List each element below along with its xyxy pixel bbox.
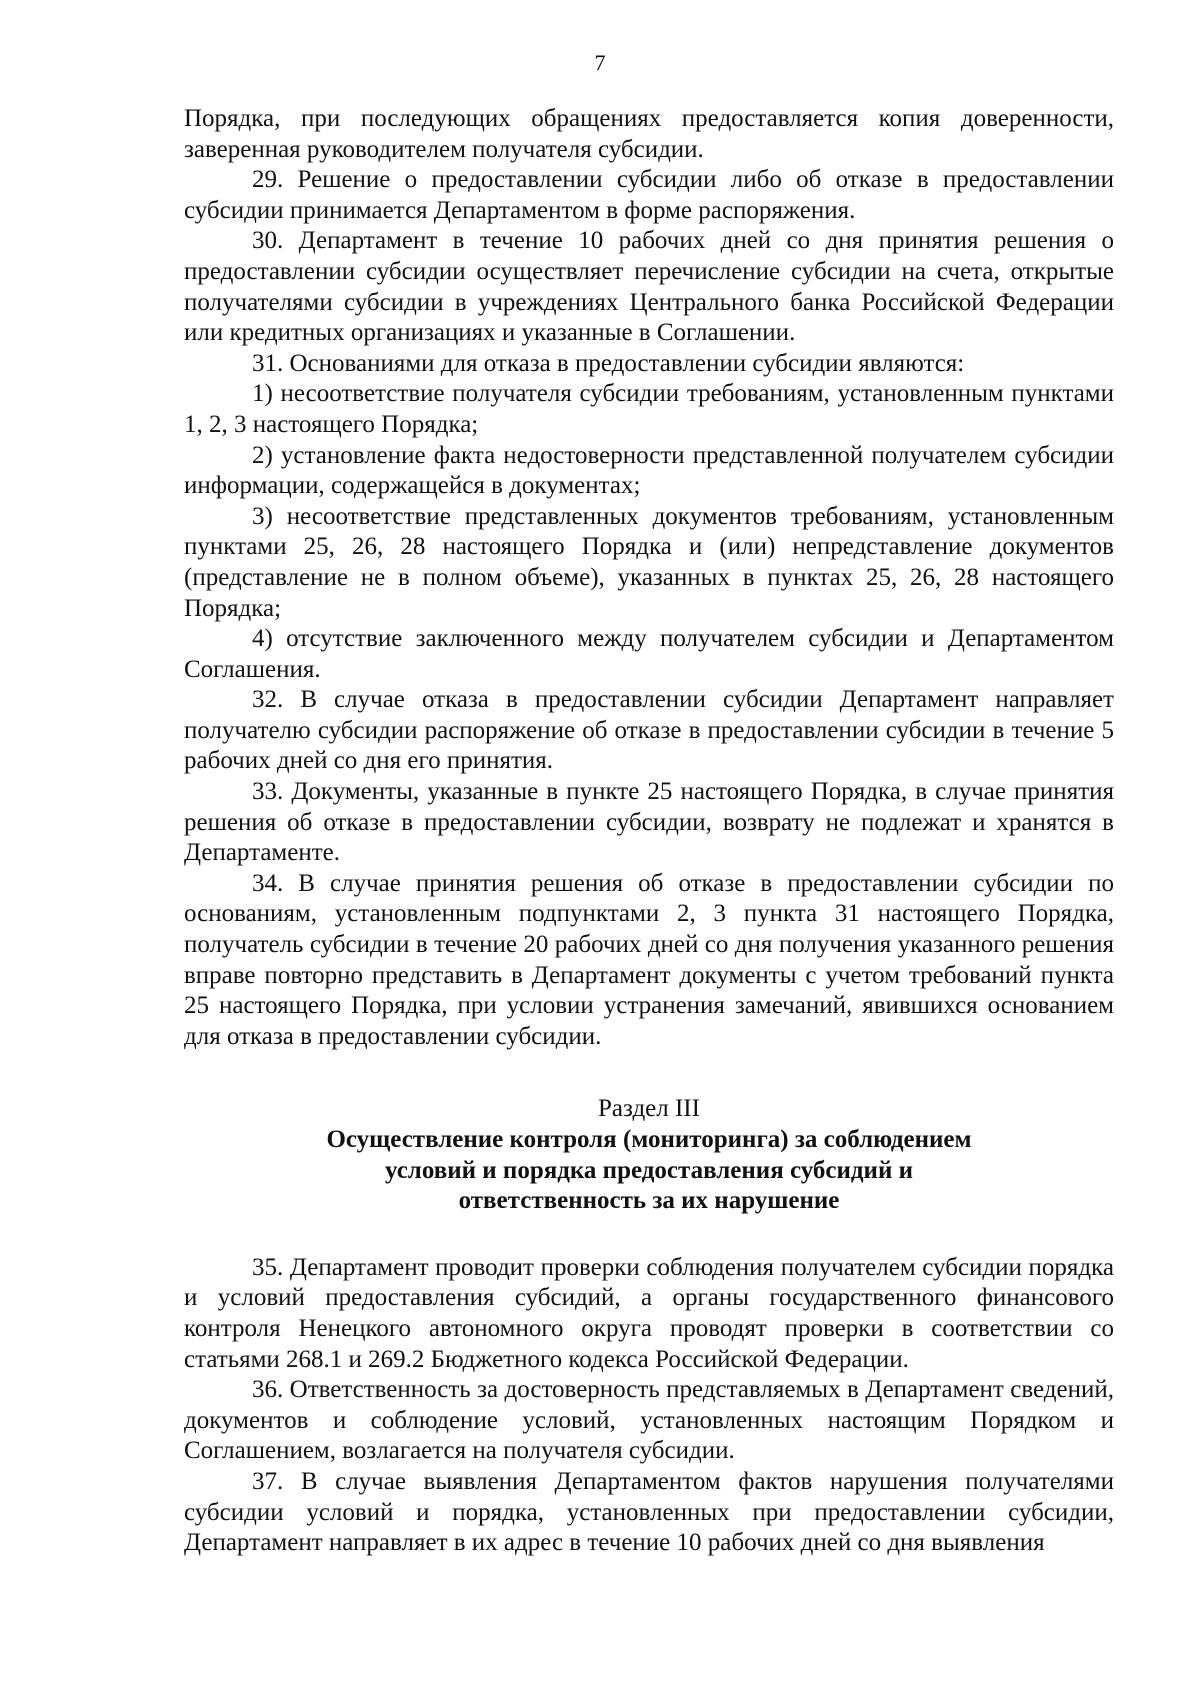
section-label: Раздел III [598, 1095, 700, 1123]
page-number: 7 [594, 50, 606, 75]
paragraph-item-31: 31. Основаниями для отказа в предоставлении субсидии являются: [252, 349, 965, 377]
paragraph-item-32: 32. В случае отказа в предоставлении субсидии Департамент направляет получателю субсидии распоряжение об отказе в предоставлении субсидии в течение 5 рабочих дней со дня его принятия. [184, 686, 1114, 775]
subitem-31-3: 3) несоответствие представленных документов требованиям, установленным пунктами 25, 26, 28 настоящего Порядка и (или) непредставление документов (представление не в полном объеме), указанных в пунктах 25, 26, 28 настоящего Порядка; [184, 502, 1114, 622]
subitem-31-1: 1) несоответствие получателя субсидии требованиям, установленным пунктами 1, 2, 3 настоящего Порядка; [184, 380, 1114, 438]
subitem-31-2: 2) установление факта недостоверности представленной получателем субсидии информации, содержащейся в документах; [184, 441, 1114, 500]
paragraph-item-36: 36. Ответственность за достоверность представляемых в Департамент сведений, документов и соблюдение условий, установленных настоящим Порядком и Соглашением, возлагается на получателя субсидии. [184, 1376, 1114, 1465]
paragraphs-bottom [184, 1253, 1114, 1559]
paragraph-item-35: 35. Департамент проводит проверки соблюдения получателем субсидии порядка и условий предоставления субсидий, а органы государственного финансового контроля Ненецкого автономного округа проводят проверки в соответствии со статьями 268.1 и 269.2 Бюджетного кодекса Российской Федерации. [184, 1253, 1114, 1373]
paragraphs-top [184, 104, 1114, 1052]
paragraph-item-33: 33. Документы, указанные в пункте 25 настоящего Порядка, в случае принятия решения об отказе в предоставлении субсидии, возврату не подлежат и хранятся в Департаменте. [184, 778, 1114, 867]
section-heading [184, 1094, 1114, 1216]
document-body [184, 104, 1114, 1559]
paragraph: Порядка, при последующих обращениях предоставляется копия доверенности, заверенная руководителем получателя субсидии. [184, 105, 1114, 163]
section-title: Осуществление контроля (мониторинга) за соблюдением условий и порядка предоставления субсидий и ответственность за их нарушение [326, 1126, 972, 1215]
paragraph-item-29: 29. Решение о предоставлении субсидии либо об отказе в предоставлении субсидии принимается Департаментом в форме распоряжения. [184, 166, 1114, 224]
subitem-31-4: 4) отсутствие заключенного между получателем субсидии и Департаментом Соглашения. [184, 625, 1114, 683]
paragraph-item-37: 37. В случае выявления Департаментом фактов нарушения получателями субсидии условий и порядка, установленных при предоставлении субсидии, Департамент направляет в их адрес в течение 10 рабочих дней со дня выявления [184, 1467, 1114, 1557]
paragraph-item-30: 30. Департамент в течение 10 рабочих дней со дня принятия решения о предоставлении субсидии осуществляет перечисление субсидии на счета, открытые получателями субсидии в учреждениях Центрального банка Российской Федерации или кредитных организациях и указанные в Соглашении. [184, 227, 1114, 347]
paragraph-item-34: 34. В случае принятия решения об отказе в предоставлении субсидии по основаниям, установленным подпунктами 2, 3 пункта 31 настоящего Порядка, получатель субсидии в течение 20 рабочих дней со дня получения указанного решения вправе повторно представить в Департамент документы с учетом требований пункта 25 настоящего Порядка, при условии устранения замечаний, явившихся основанием для отказа в предоставлении субсидии. [184, 869, 1114, 1050]
